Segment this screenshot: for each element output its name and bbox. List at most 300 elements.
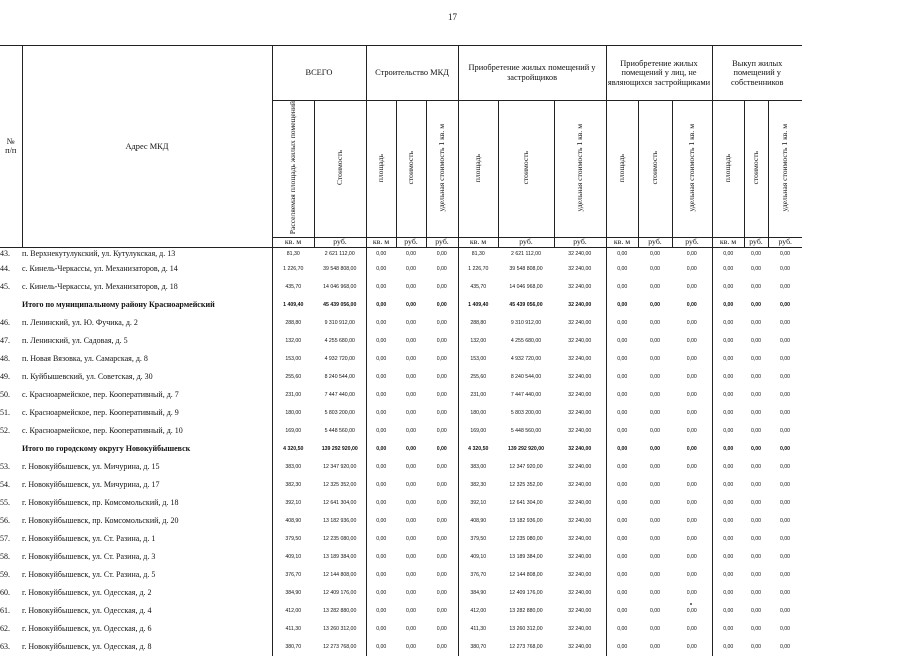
cell-value: 0,00 — [436, 355, 447, 362]
row-number: 52. — [0, 426, 10, 436]
cell-value: 0,00 — [649, 607, 661, 614]
cell-value: 0,00 — [649, 265, 661, 272]
cell-value: 0,00 — [750, 499, 762, 506]
cell-value: 0,00 — [606, 332, 638, 350]
cell-value: 32 240,00 — [568, 355, 592, 362]
row-number: 61. — [0, 606, 10, 616]
row-address: п. Новая Вязовка, ул. Самарская, д. 8 — [22, 354, 148, 364]
cell-value: 408,90 — [458, 512, 498, 530]
cell-value: 0,00 — [649, 355, 661, 362]
row-address: г. Новокуйбышевск, ул. Ст. Разина, д. 3 — [22, 552, 156, 562]
cell-value: 0,00 — [686, 481, 697, 488]
cell-value: 0,00 — [436, 643, 447, 650]
cell-value: 0,00 — [436, 373, 447, 380]
page-number: 17 — [448, 12, 457, 22]
cell-value: 0,00 — [366, 530, 396, 548]
cell-value: 0,00 — [779, 337, 791, 344]
cell-value: 0,00 — [606, 566, 638, 584]
cell-value: 0,00 — [750, 427, 762, 434]
cell-value: 0,00 — [405, 499, 417, 506]
cell-value: 0,00 — [779, 643, 791, 650]
sub-header-area: площадь — [458, 101, 498, 238]
row-number: 48. — [0, 354, 10, 364]
table-row — [0, 458, 802, 476]
cell-value: 32 240,00 — [568, 250, 592, 257]
cell-value: 0,00 — [686, 355, 697, 362]
row-address: г. Новокуйбышевск, пр. Комсомольский, д. 18 — [22, 498, 179, 508]
cell-value: 0,00 — [779, 265, 791, 272]
cell-value: 255,60 — [458, 368, 498, 386]
cell-value: 0,00 — [779, 463, 791, 470]
cell-value: 0,00 — [686, 250, 697, 257]
cell-value: 0,00 — [366, 512, 396, 530]
cell-value: 132,00 — [458, 332, 498, 350]
cell-value: 412,00 — [458, 602, 498, 620]
cell-value: 411,30 — [272, 620, 314, 638]
cell-value: 39 548 808,00 — [509, 265, 543, 272]
unit-label: кв. м — [606, 237, 638, 247]
cell-value: 0,00 — [686, 337, 697, 344]
table-row — [0, 530, 802, 548]
cell-value: 81,30 — [272, 247, 314, 260]
table-row — [0, 314, 802, 332]
cell-value: 0,00 — [606, 638, 638, 656]
cell-value: 0,00 — [686, 283, 697, 290]
table-row — [0, 566, 802, 584]
cell-value: 0,00 — [750, 283, 762, 290]
cell-value: 0,00 — [750, 409, 762, 416]
sub-header-area: площадь — [606, 101, 638, 238]
sub-header-unit-cost: удельная стоимость 1 кв. м — [672, 101, 712, 238]
cell-value: 0,00 — [606, 404, 638, 422]
cell-value: 12 273 768,00 — [323, 643, 357, 650]
row-number — [0, 296, 22, 314]
row-number: 45. — [0, 282, 10, 292]
cell-value: 0,00 — [712, 638, 744, 656]
cell-value: 0,00 — [366, 440, 396, 458]
row-number: 47. — [0, 336, 10, 346]
cell-value: 12 325 352,00 — [323, 481, 357, 488]
cell-value: 0,00 — [750, 553, 762, 560]
cell-value: 0,00 — [436, 250, 447, 257]
cell-value: 39 548 808,00 — [323, 265, 357, 272]
cell-value: 0,00 — [606, 494, 638, 512]
unit-label: руб. — [314, 237, 366, 247]
row-number: 53. — [0, 462, 10, 472]
cell-value: 0,00 — [606, 530, 638, 548]
cell-value: 32 240,00 — [568, 445, 592, 452]
cell-value: 14 046 968,00 — [323, 283, 357, 290]
cell-value: 0,00 — [712, 494, 744, 512]
cell-value: 0,00 — [750, 625, 762, 632]
cell-value: 392,10 — [458, 494, 498, 512]
cell-value: 12 641 304,00 — [509, 499, 543, 506]
sub-header-unit-cost: удельная стоимость 1 кв. м — [768, 101, 802, 238]
cell-value: 383,00 — [272, 458, 314, 476]
cell-value: 5 448 560,00 — [324, 427, 355, 434]
sub-header-unit-cost: удельная стоимость 1 кв. м — [554, 101, 606, 238]
cell-value: 0,00 — [436, 535, 447, 542]
cell-value: 0,00 — [366, 386, 396, 404]
cell-value: 0,00 — [436, 589, 447, 596]
cell-value: 0,00 — [405, 373, 417, 380]
cell-value: 0,00 — [405, 409, 417, 416]
row-address: г. Новокуйбышевск, ул. Одесская, д. 8 — [22, 642, 152, 652]
cell-value: 412,00 — [272, 602, 314, 620]
cell-value: 2 621 112,00 — [324, 250, 355, 257]
cell-value: 0,00 — [750, 517, 762, 524]
row-number: 63. — [0, 642, 10, 652]
row-address: с. Кинель-Черкассы, ул. Механизаторов, д. 18 — [22, 282, 178, 292]
cell-value: 0,00 — [649, 589, 661, 596]
col-address-header: Адрес МКД — [22, 46, 272, 248]
cell-value: 12 144 808,00 — [323, 571, 357, 578]
cell-value: 231,00 — [272, 386, 314, 404]
row-address: г. Новокуйбышевск, ул. Ст. Разина, д. 5 — [22, 570, 156, 580]
cell-value: 12 641 304,00 — [323, 499, 357, 506]
table-row — [0, 247, 802, 260]
cell-value: 0,00 — [606, 350, 638, 368]
cell-value: 0,00 — [712, 350, 744, 368]
cell-value: 0,00 — [750, 607, 762, 614]
cell-value: 0,00 — [686, 301, 697, 308]
cell-value: 0,00 — [649, 427, 661, 434]
cell-value: 288,80 — [272, 314, 314, 332]
cell-value: 0,00 — [686, 643, 697, 650]
cell-value: 0,00 — [366, 260, 396, 278]
cell-value: 13 282 880,00 — [323, 607, 357, 614]
cell-value: 32 240,00 — [568, 589, 592, 596]
table-row-total — [0, 296, 802, 314]
cell-value: 0,00 — [649, 553, 661, 560]
row-address: г. Новокуйбышевск, ул. Мичурина, д. 15 — [22, 462, 160, 472]
unit-label: кв. м — [458, 237, 498, 247]
cell-value: 7 447 440,00 — [510, 391, 542, 398]
cell-value: 0,00 — [606, 440, 638, 458]
cell-value: 0,00 — [606, 602, 638, 620]
cell-value: 32 240,00 — [568, 283, 592, 290]
row-address: п. Верхнекутулукский, ул. Кутулукская, д. 13 — [22, 249, 176, 259]
cell-value: 169,00 — [272, 422, 314, 440]
cell-value: 0,00 — [750, 643, 762, 650]
cell-value: 0,00 — [712, 386, 744, 404]
row-address: п. Ленинский, ул. Ю. Фучика, д. 2 — [22, 318, 138, 328]
cell-value: 0,00 — [712, 404, 744, 422]
cell-value: 0,00 — [405, 553, 417, 560]
cell-value: 392,10 — [272, 494, 314, 512]
cell-value: 0,00 — [712, 530, 744, 548]
cell-value: 0,00 — [779, 625, 791, 632]
stray-mark — [690, 603, 692, 605]
cell-value: 0,00 — [712, 584, 744, 602]
table-row — [0, 620, 802, 638]
cell-value: 1 409,40 — [272, 296, 314, 314]
cell-value: 32 240,00 — [568, 265, 592, 272]
sub-header-cost: стоимость — [638, 101, 672, 238]
cell-value: 132,00 — [272, 332, 314, 350]
cell-value: 0,00 — [712, 440, 744, 458]
unit-label: кв. м — [712, 237, 744, 247]
cell-value: 0,00 — [436, 445, 447, 452]
cell-value: 7 447 440,00 — [324, 391, 355, 398]
cell-value: 0,00 — [366, 638, 396, 656]
sub-header-resettled-area: Расселяемая площадь жилых помещений — [272, 101, 314, 238]
cell-value: 0,00 — [405, 625, 417, 632]
cell-value: 0,00 — [750, 463, 762, 470]
cell-value: 0,00 — [366, 314, 396, 332]
cell-value: 169,00 — [458, 422, 498, 440]
cell-value: 32 240,00 — [568, 301, 592, 308]
row-address: г. Новокуйбышевск, ул. Одесская, д. 2 — [22, 588, 152, 598]
cell-value: 0,00 — [405, 481, 417, 488]
cell-value: 0,00 — [606, 368, 638, 386]
cell-value: 0,00 — [779, 553, 791, 560]
cell-value: 0,00 — [779, 391, 791, 398]
cell-value: 0,00 — [779, 409, 791, 416]
cell-value: 0,00 — [405, 607, 417, 614]
cell-value: 0,00 — [436, 337, 447, 344]
cell-value: 0,00 — [712, 620, 744, 638]
cell-value: 0,00 — [606, 584, 638, 602]
cell-value: 0,00 — [436, 499, 447, 506]
table-row — [0, 404, 802, 422]
cell-value: 0,00 — [405, 535, 417, 542]
cell-value: 0,00 — [750, 445, 762, 452]
cell-value: 0,00 — [405, 355, 417, 362]
cell-value: 0,00 — [686, 553, 697, 560]
cell-value: 32 240,00 — [568, 463, 592, 470]
cell-value: 0,00 — [750, 337, 762, 344]
sub-header-cost: стоимость — [744, 101, 768, 238]
table-row — [0, 260, 802, 278]
cell-value: 0,00 — [366, 247, 396, 260]
cell-value: 231,00 — [458, 386, 498, 404]
cell-value: 411,30 — [458, 620, 498, 638]
cell-value: 0,00 — [779, 517, 791, 524]
cell-value: 0,00 — [436, 463, 447, 470]
table-row — [0, 368, 802, 386]
cell-value: 0,00 — [436, 409, 447, 416]
cell-value: 0,00 — [405, 301, 417, 308]
cell-value: 5 448 560,00 — [510, 427, 542, 434]
cell-value: 0,00 — [779, 283, 791, 290]
cell-value: 0,00 — [436, 283, 447, 290]
row-number: 62. — [0, 624, 10, 634]
cell-value: 32 240,00 — [568, 409, 592, 416]
cell-value: 0,00 — [649, 337, 661, 344]
cell-value: 0,00 — [686, 319, 697, 326]
cell-value: 0,00 — [712, 458, 744, 476]
cell-value: 0,00 — [405, 391, 417, 398]
cell-value: 0,00 — [436, 319, 447, 326]
group-buyout-header: Выкуп жилых помещений у собственников — [712, 46, 802, 101]
unit-label: кв. м — [272, 237, 314, 247]
row-address: п. Ленинский, ул. Садовая, д. 5 — [22, 336, 128, 346]
cell-value: 32 240,00 — [568, 643, 592, 650]
cell-value: 0,00 — [750, 589, 762, 596]
cell-value: 0,00 — [436, 553, 447, 560]
row-number: 50. — [0, 390, 10, 400]
cell-value: 0,00 — [649, 535, 661, 542]
cell-value: 13 182 936,00 — [509, 517, 543, 524]
cell-value: 4 320,50 — [458, 440, 498, 458]
row-number: 56. — [0, 516, 10, 526]
group-non-developers-header: Приобретение жилых помещений у лиц, не являющихся застройщиками — [606, 46, 712, 101]
cell-value: 12 235 080,00 — [509, 535, 543, 542]
unit-label: руб. — [426, 237, 458, 247]
cell-value: 32 240,00 — [568, 391, 592, 398]
table-row — [0, 602, 802, 620]
row-address: с. Кинель-Черкассы, ул. Механизаторов, д. 14 — [22, 264, 178, 274]
table-row — [0, 512, 802, 530]
cell-value: 0,00 — [606, 548, 638, 566]
cell-value: 0,00 — [405, 427, 417, 434]
row-address: с. Красноармейское, пер. Кооперативный, д. 10 — [22, 426, 183, 436]
cell-value: 0,00 — [405, 283, 417, 290]
cell-value: 139 292 920,00 — [321, 445, 358, 452]
cell-value: 45 439 056,00 — [509, 301, 543, 308]
cell-value: 0,00 — [750, 481, 762, 488]
cell-value: 1 226,70 — [458, 260, 498, 278]
cell-value: 0,00 — [686, 373, 697, 380]
cell-value: 288,80 — [458, 314, 498, 332]
cell-value: 0,00 — [686, 409, 697, 416]
table-row — [0, 638, 802, 656]
cell-value: 12 235 080,00 — [323, 535, 357, 542]
cell-value: 0,00 — [750, 373, 762, 380]
row-address: Итого по городскому округу Новокуйбышевск — [22, 444, 191, 454]
row-number: 55. — [0, 498, 10, 508]
cell-value: 32 240,00 — [568, 481, 592, 488]
cell-value: 4 932 720,00 — [324, 355, 355, 362]
cell-value: 32 240,00 — [568, 607, 592, 614]
cell-value: 0,00 — [366, 494, 396, 512]
cell-value: 0,00 — [436, 391, 447, 398]
row-address: Итого по муниципальному району Красноармейский — [22, 300, 215, 310]
table-row — [0, 422, 802, 440]
cell-value: 0,00 — [606, 620, 638, 638]
cell-value: 384,90 — [458, 584, 498, 602]
row-number: 58. — [0, 552, 10, 562]
cell-value: 0,00 — [606, 278, 638, 296]
cell-value: 1 409,40 — [458, 296, 498, 314]
cell-value: 0,00 — [750, 301, 762, 308]
cell-value: 0,00 — [405, 337, 417, 344]
cell-value: 5 803 200,00 — [324, 409, 355, 416]
cell-value: 13 260 312,00 — [509, 625, 543, 632]
cell-value: 12 409 176,00 — [323, 589, 357, 596]
cell-value: 0,00 — [686, 265, 697, 272]
cell-value: 0,00 — [436, 607, 447, 614]
cell-value: 0,00 — [779, 445, 791, 452]
cell-value: 32 240,00 — [568, 373, 592, 380]
cell-value: 409,10 — [458, 548, 498, 566]
cell-value: 0,00 — [649, 499, 661, 506]
cell-value: 0,00 — [436, 571, 447, 578]
cell-value: 0,00 — [436, 301, 447, 308]
group-total-header: ВСЕГО — [272, 46, 366, 101]
cell-value: 382,30 — [458, 476, 498, 494]
cell-value: 379,50 — [458, 530, 498, 548]
cell-value: 409,10 — [272, 548, 314, 566]
row-number: 59. — [0, 570, 10, 580]
cell-value: 0,00 — [712, 566, 744, 584]
cell-value: 12 347 920,00 — [509, 463, 543, 470]
cell-value: 13 189 384,00 — [509, 553, 543, 560]
cell-value: 0,00 — [779, 373, 791, 380]
row-address: г. Новокуйбышевск, ул. Ст. Разина, д. 1 — [22, 534, 156, 544]
cell-value: 153,00 — [458, 350, 498, 368]
cell-value: 9 310 912,00 — [510, 319, 542, 326]
resettlement-table — [0, 45, 802, 656]
cell-value: 0,00 — [366, 296, 396, 314]
cell-value: 0,00 — [606, 247, 638, 260]
cell-value: 1 226,70 — [272, 260, 314, 278]
cell-value: 0,00 — [366, 458, 396, 476]
cell-value: 0,00 — [606, 458, 638, 476]
sub-header-cost: стоимость — [498, 101, 554, 238]
col-number-header: № п/п — [0, 46, 22, 248]
row-address: г. Новокуйбышевск, ул. Мичурина, д. 17 — [22, 480, 160, 490]
cell-value: 0,00 — [779, 535, 791, 542]
cell-value: 0,00 — [750, 355, 762, 362]
unit-label: руб. — [638, 237, 672, 247]
cell-value: 0,00 — [366, 404, 396, 422]
cell-value: 0,00 — [366, 476, 396, 494]
cell-value: 408,90 — [272, 512, 314, 530]
row-number: 54. — [0, 480, 10, 490]
cell-value: 0,00 — [750, 319, 762, 326]
cell-value: 0,00 — [649, 283, 661, 290]
unit-label: кв. м — [366, 237, 396, 247]
sub-header-area: площадь — [366, 101, 396, 238]
row-address: г. Новокуйбышевск, пр. Комсомольский, д. 20 — [22, 516, 179, 526]
cell-value: 14 046 968,00 — [509, 283, 543, 290]
row-number: 49. — [0, 372, 10, 382]
cell-value: 0,00 — [366, 566, 396, 584]
cell-value: 4 255 680,00 — [510, 337, 542, 344]
cell-value: 8 240 544,00 — [324, 373, 355, 380]
unit-label: руб. — [498, 237, 554, 247]
cell-value: 0,00 — [649, 463, 661, 470]
cell-value: 0,00 — [750, 265, 762, 272]
cell-value: 4 320,50 — [272, 440, 314, 458]
cell-value: 32 240,00 — [568, 427, 592, 434]
cell-value: 0,00 — [606, 296, 638, 314]
cell-value: 13 182 936,00 — [323, 517, 357, 524]
cell-value: 0,00 — [649, 373, 661, 380]
cell-value: 0,00 — [712, 602, 744, 620]
cell-value: 0,00 — [779, 355, 791, 362]
cell-value: 0,00 — [686, 589, 697, 596]
cell-value: 0,00 — [712, 296, 744, 314]
cell-value: 0,00 — [606, 422, 638, 440]
cell-value: 0,00 — [686, 463, 697, 470]
cell-value: 81,30 — [458, 247, 498, 260]
cell-value: 0,00 — [436, 517, 447, 524]
cell-value: 0,00 — [649, 571, 661, 578]
cell-value: 435,70 — [272, 278, 314, 296]
cell-value: 0,00 — [436, 265, 447, 272]
cell-value: 0,00 — [606, 260, 638, 278]
row-number: 57. — [0, 534, 10, 544]
cell-value: 0,00 — [712, 247, 744, 260]
cell-value: 0,00 — [366, 602, 396, 620]
cell-value: 0,00 — [436, 427, 447, 434]
cell-value: 380,70 — [272, 638, 314, 656]
cell-value: 45 439 056,00 — [323, 301, 357, 308]
cell-value: 2 621 112,00 — [511, 250, 541, 257]
